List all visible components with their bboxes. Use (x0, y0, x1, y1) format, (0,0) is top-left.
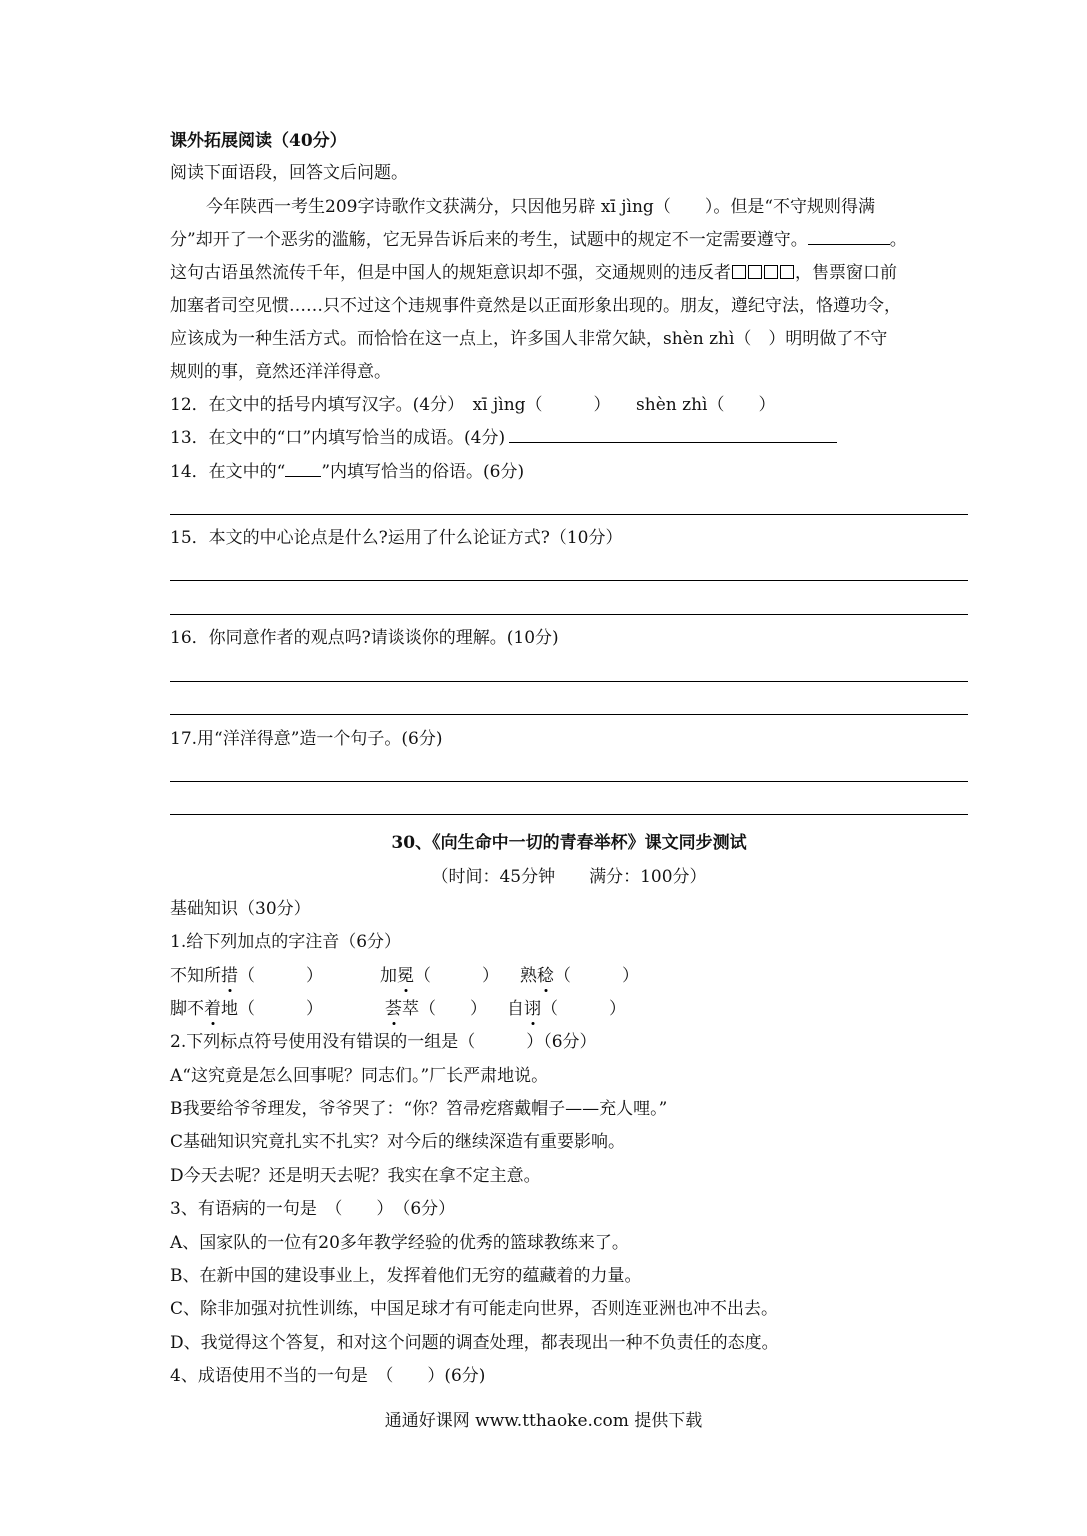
question-15: 15．本文的中心论点是什么?运用了什么论证方式?（10分） (170, 528, 623, 548)
answer-line-15b[interactable] (170, 614, 968, 615)
answer-line-16a[interactable] (170, 681, 968, 682)
option-3c: C、除非加强对抗性训练，中国足球才有可能走向世界，否则连亚洲也冲不出去。 (170, 1299, 779, 1319)
passage-line-3-tail: ，售票窗口前 (795, 263, 897, 283)
question-16: 16．你同意作者的观点吗?请谈谈你的理解。(10分) (170, 628, 559, 648)
answer-line-17a[interactable] (170, 781, 968, 782)
test-question-3: 3、有语病的一句是 （ ） （6分） (170, 1199, 456, 1219)
option-3d: D、我觉得这个答复，和对这个问题的调查处理，都表现出一种不负责任的态度。 (170, 1333, 779, 1353)
option-3a: A、国家队的一位有20多年教学经验的优秀的篮球教练来了。 (170, 1233, 629, 1253)
reading-title: 课外拓展阅读（40分） (170, 131, 347, 151)
pinyin-item: 熟稔（ ） (520, 966, 639, 986)
question-14 (170, 461, 524, 483)
passage-line-2 (170, 229, 907, 251)
answer-line-15a[interactable] (170, 580, 968, 581)
option-2c: C基础知识究竟扎实不扎实？对今后的继续深造有重要影响。 (170, 1132, 626, 1152)
passage-line-2-text: 分”却开了一个恶劣的滥觞，它无异告诉后来的考生，试题中的规定不一定需要遵守。 (170, 230, 808, 250)
passage-line-3 (170, 262, 897, 284)
question-13 (170, 427, 837, 449)
page-footer: 通通好课网 www.tthaoke.com 提供下载 (384, 1411, 703, 1431)
test-title: 30、《向生命中一切的青春举杯》课文同步测试 (391, 833, 747, 853)
test-subtitle: （时间：45分钟 满分：100分） (431, 867, 707, 887)
pinyin-row-1 (170, 965, 639, 987)
answer-blank-13[interactable] (509, 428, 837, 443)
saying-blank (808, 230, 890, 245)
option-2a: A“这究竟是怎么回事呢？同志们。”厂长严肃地说。 (170, 1066, 549, 1086)
passage-line-4: 加塞者司空见惯……只不过这个违规事件竟然是以正面形象出现的。朋友，遵纪守法，恪遵功令， (170, 296, 901, 316)
test-question-4: 4、成语使用不当的一句是 （ ）(6分) (170, 1366, 486, 1386)
quote-blank (285, 462, 321, 477)
question-14-text-b: ”内填写恰当的俗语。(6分) (321, 462, 525, 482)
pinyin-row-2 (170, 998, 626, 1020)
pinyin-item: 不知所措（ ） (170, 966, 323, 986)
question-12: 12．在文中的括号内填写汉字。(4分） xī jìng（ ） shèn zhì（ ） (170, 395, 776, 415)
question-13-text: 13．在文中的“口”内填写恰当的成语。(4分) (170, 428, 506, 448)
pinyin-item: 加冕（ ） (380, 966, 499, 986)
question-14-text-a: 14．在文中的“ (170, 462, 286, 482)
passage-line-5: 应该成为一种生活方式。而恰恰在这一点上，许多国人非常欠缺，shèn zhì（ ）明明做了不守 (170, 329, 888, 349)
passage-line-6: 规则的事，竟然还洋洋得意。 (170, 362, 391, 382)
option-2b: B我要给爷爷理发，爷爷哭了：“你？笤帚疙瘩戴帽子——充人哩。” (170, 1099, 668, 1119)
pinyin-item: 自诩（ ） (507, 999, 626, 1019)
pinyin-item: 荟萃（ ） (385, 999, 487, 1019)
option-3b: B、在新中国的建设事业上，发挥着他们无穷的蕴藏着的力量。 (170, 1266, 642, 1286)
passage-period: 。 (889, 230, 907, 250)
document-page (170, 0, 968, 1536)
option-2d: D今天去呢？还是明天去呢？我实在拿不定主意。 (170, 1166, 541, 1186)
answer-line-17b[interactable] (170, 814, 968, 815)
answer-line-16b[interactable] (170, 714, 968, 715)
passage-line-1: 今年陕西一考生209字诗歌作文获满分，只因他另辟 xī jìng（ ）。但是“不守规则得满 (206, 197, 876, 217)
section-heading: 基础知识（30分） (170, 899, 311, 919)
answer-line-14[interactable] (170, 514, 968, 515)
question-17: 17.用“洋洋得意”造一个句子。(6分) (170, 729, 443, 749)
reading-instruction: 阅读下面语段，回答文后问题。 (170, 163, 408, 183)
idiom-boxes (731, 262, 795, 284)
pinyin-item: 脚不着地（ ） (170, 999, 323, 1019)
passage-line-3-text: 这句古语虽然流传千年，但是中国人的规矩意识却不强，交通规则的违反者 (170, 263, 731, 283)
test-question-1: 1.给下列加点的字注音（6分） (170, 932, 402, 952)
test-question-2: 2.下列标点符号使用没有错误的一组是（ ）（6分） (170, 1032, 597, 1052)
